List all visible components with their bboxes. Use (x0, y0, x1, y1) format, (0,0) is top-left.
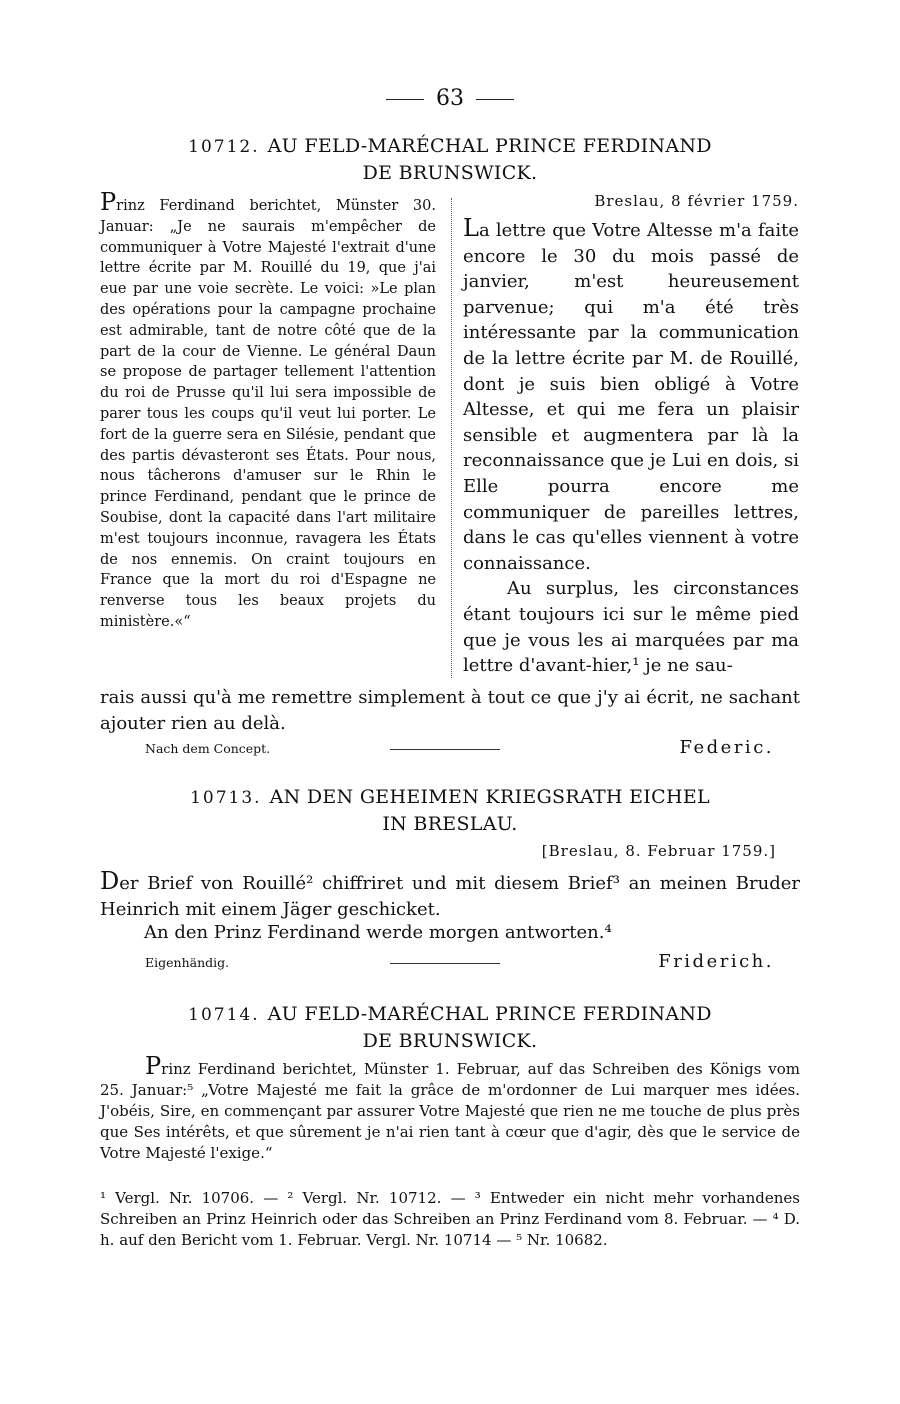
column-divider (451, 198, 452, 678)
doc2-title-line1: AN DEN GEHEIMEN KRIEGSRATH EICHEL (269, 786, 710, 808)
doc2-source-note: Eigenhändig. (145, 955, 230, 970)
doc3-title-line1: AU FELD-MARÉCHAL PRINCE FERDINAND (267, 1003, 712, 1025)
doc3-indent (100, 1060, 145, 1078)
doc1-separator-rule (390, 749, 500, 750)
page-number (0, 86, 900, 111)
doc3-heading (100, 1001, 800, 1054)
doc1-letter-para1 (463, 216, 799, 576)
doc3-title-line2: DE BRUNSWICK. (362, 1030, 538, 1052)
doc1-date-line: Breslau, 8 février 1759. (594, 192, 799, 210)
doc2-title-line2: IN BRESLAU. (382, 813, 518, 835)
page-number-text: 63 (436, 86, 464, 111)
doc1-source-note: Nach dem Concept. (145, 741, 271, 756)
doc2-signature: Friderich. (658, 951, 774, 972)
doc1-heading-line1 (100, 133, 800, 160)
doc2-heading (100, 784, 800, 837)
doc3-heading-line1 (100, 1001, 800, 1028)
doc3-initial: P (145, 1052, 162, 1080)
doc1-letter-initial: L (463, 214, 479, 242)
footnotes: ¹ Vergl. Nr. 10706. — ² Vergl. Nr. 10712. — ³ Entweder ein nicht mehr vorhandenes Schreiben an Prinz Heinrich oder das Schreiben an Prinz Ferdinand vom 8. Februar. — ⁴ D. h. auf den Bericht vom 1. Februar. Vergl. Nr. 10714 — ⁵ Nr. 10682. (100, 1189, 800, 1249)
doc1-report-initial: P (100, 188, 117, 216)
doc2-signature-row (100, 946, 800, 974)
doc1-heading (100, 133, 800, 186)
doc2-para2: An den Prinz Ferdinand werde morgen antworten.⁴ (144, 922, 612, 943)
doc3-report-summary (100, 1052, 800, 1164)
doc1-letter-para1-text: a lettre que Votre Altesse m'a faite encore le 30 du mois passé de janvier, m'est heureusement parvenue; qui m'a été très intéressante par la communication de la lettre écrite par M. de Rouillé, dont je suis bien obligé à Votre Altesse, et qui me fera un plaisir sensible et augmentera par là la reconnaissance que je Lui en dois, si Elle pourra encore me communiquer de pareilles lettres, dans le cas qu'elles viennent à votre connaissance. (463, 220, 799, 574)
doc2-para1 (100, 869, 800, 922)
doc2-separator-rule (390, 963, 500, 964)
doc1-title-line2: DE BRUNSWICK. (362, 162, 538, 184)
doc1-title-line1: AU FELD-MARÉCHAL PRINCE FERDINAND (267, 135, 712, 157)
doc1-letter-continuation: rais aussi qu'à me remettre simplement à tout ce que j'y ai écrit, ne sachant ajouter rien au delà. (100, 687, 800, 734)
doc1-letter-para2: Au surplus, les circonstances étant toujours ici sur le même pied que je vous les ai marquées par ma lettre d'avant-hier,¹ je ne sau- (463, 578, 799, 677)
page-number-dash-right (476, 99, 514, 100)
doc1-report-summary (100, 188, 436, 633)
doc1-signature-row (100, 732, 800, 760)
doc2-initial: D (100, 867, 120, 895)
doc1-letter (463, 192, 799, 679)
doc2-date-line: [Breslau, 8. Februar 1759.] (541, 842, 776, 860)
doc2-heading-line1 (100, 784, 800, 811)
doc2-number: 10713. (190, 788, 262, 808)
doc3-number: 10714. (188, 1005, 260, 1025)
doc3-report-text: rinz Ferdinand berichtet, Münster 1. Februar, auf das Schreiben des Königs vom 25. Januar:⁵ „Votre Majesté me fait la grâce de m'ordonner de Lui marquer mes idées. J'obéis, Sire, en commençant par assurer Votre Majesté que rien ne me touche de plus près que Ses intérêts, et que sûrement je n'ai rien tant à cœur que d'agir, dès que le service de Votre Majesté l'exige.“ (100, 1060, 800, 1162)
page-number-dash-left (386, 99, 424, 100)
doc1-report-text: rinz Ferdinand berichtet, Münster 30. Januar: „Je ne saurais m'empêcher de communiquer à Votre Majesté l'extrait d'une lettre écrite par M. Rouillé du 19, que j'ai eue par une voie secrète. Le voici: »Le plan des opérations pour la campagne prochaine est admirable, tant de notre côté que de la part de la cour de Vienne. Le général Daun se propose de partager tellement l'attention du roi de Prusse qu'il lui sera impossible de parer tous les coups qu'il veut lui porter. Le fort de la guerre sera en Silésie, pendant que des partis dévasteront ses États. Pour nous, nous tâcherons d'amuser sur le Rhin le prince Ferdinand, pendant que le prince de Soubise, dont la capacité dans l'art militaire m'est toujours inconnue, ravagera les États de nos ennemis. On craint toujours en France que la mort du roi d'Espagne ne renverse tous les beaux projets du ministère.«“ (100, 198, 436, 630)
doc1-number: 10712. (188, 137, 260, 157)
doc2-para1-text: er Brief von Rouillé² chiffriret und mit diesem Brief³ an meinen Bruder Heinrich mit einem Jäger geschicket. (100, 873, 800, 920)
doc1-signature: Federic. (679, 737, 774, 758)
